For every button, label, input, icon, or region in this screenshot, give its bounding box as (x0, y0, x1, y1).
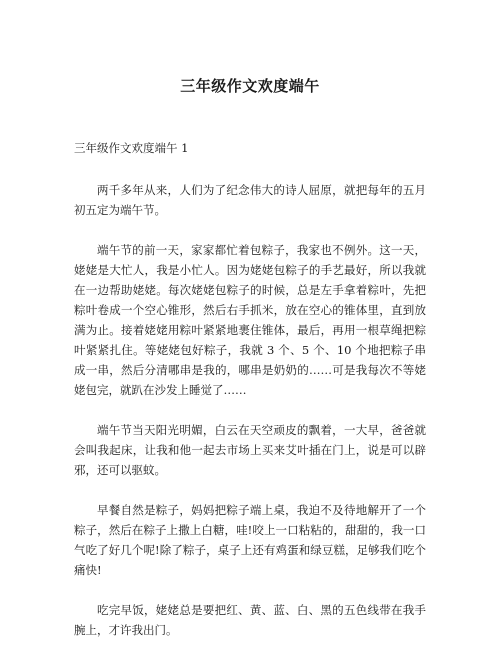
document-title: 三年级作文欢度端午 (180, 77, 320, 95)
essay-paragraph: 两千多年从来，人们为了纪念伟大的诗人屈原，就把每年的五月初五定为端午节。 (74, 183, 426, 217)
essay-paragraph: 吃完早饭，姥姥总是要把红、黄、蓝、白、黑的五色线带在我手腕上，才许我出门。 (74, 603, 426, 637)
essay-subheading: 三年级作文欢度端午 1 (74, 141, 189, 155)
essay-paragraph: 端午节的前一天，家家都忙着包粽子，我家也不例外。这一天，姥姥是大忙人，我是小忙人。因为姥姥包粽子的手艺最好，所以我就在一边帮助姥姥。每次姥姥包粽子的时候，总是左手拿着粽叶，先把粽叶卷成一个空心锥形，然后右手抓米，放在空心的锥体里，直到放满为止。接着姥姥用粽叶紧紧地裹住锥体，最后，再用一根草绳把粽叶紧紧扎住。等姥姥包好粽子，我就 3 个、5 个、10 个地把粽子串成一串，然后分清哪串是我的，哪串是奶奶的……可是我每次不等姥姥包完，就趴在沙发上睡觉了…… (74, 243, 426, 397)
essay-paragraph: 早餐自然是粽子，妈妈把粽子端上桌，我迫不及待地解开了一个粽子，然后在粽子上撒上白糖，哇!咬上一口粘粘的，甜甜的，我一口气吃了好几个呢!除了粽子，桌子上还有鸡蛋和绿豆糕，足够我们吃个痛快! (74, 503, 426, 577)
essay-body (74, 180, 426, 660)
essay-paragraph: 端午节当天阳光明媚，白云在天空顽皮的飘着，一大早，爸爸就会叫我起床，让我和他一起去市场上买来艾叶插在门上，说是可以辟邪，还可以驱蚊。 (74, 423, 426, 477)
